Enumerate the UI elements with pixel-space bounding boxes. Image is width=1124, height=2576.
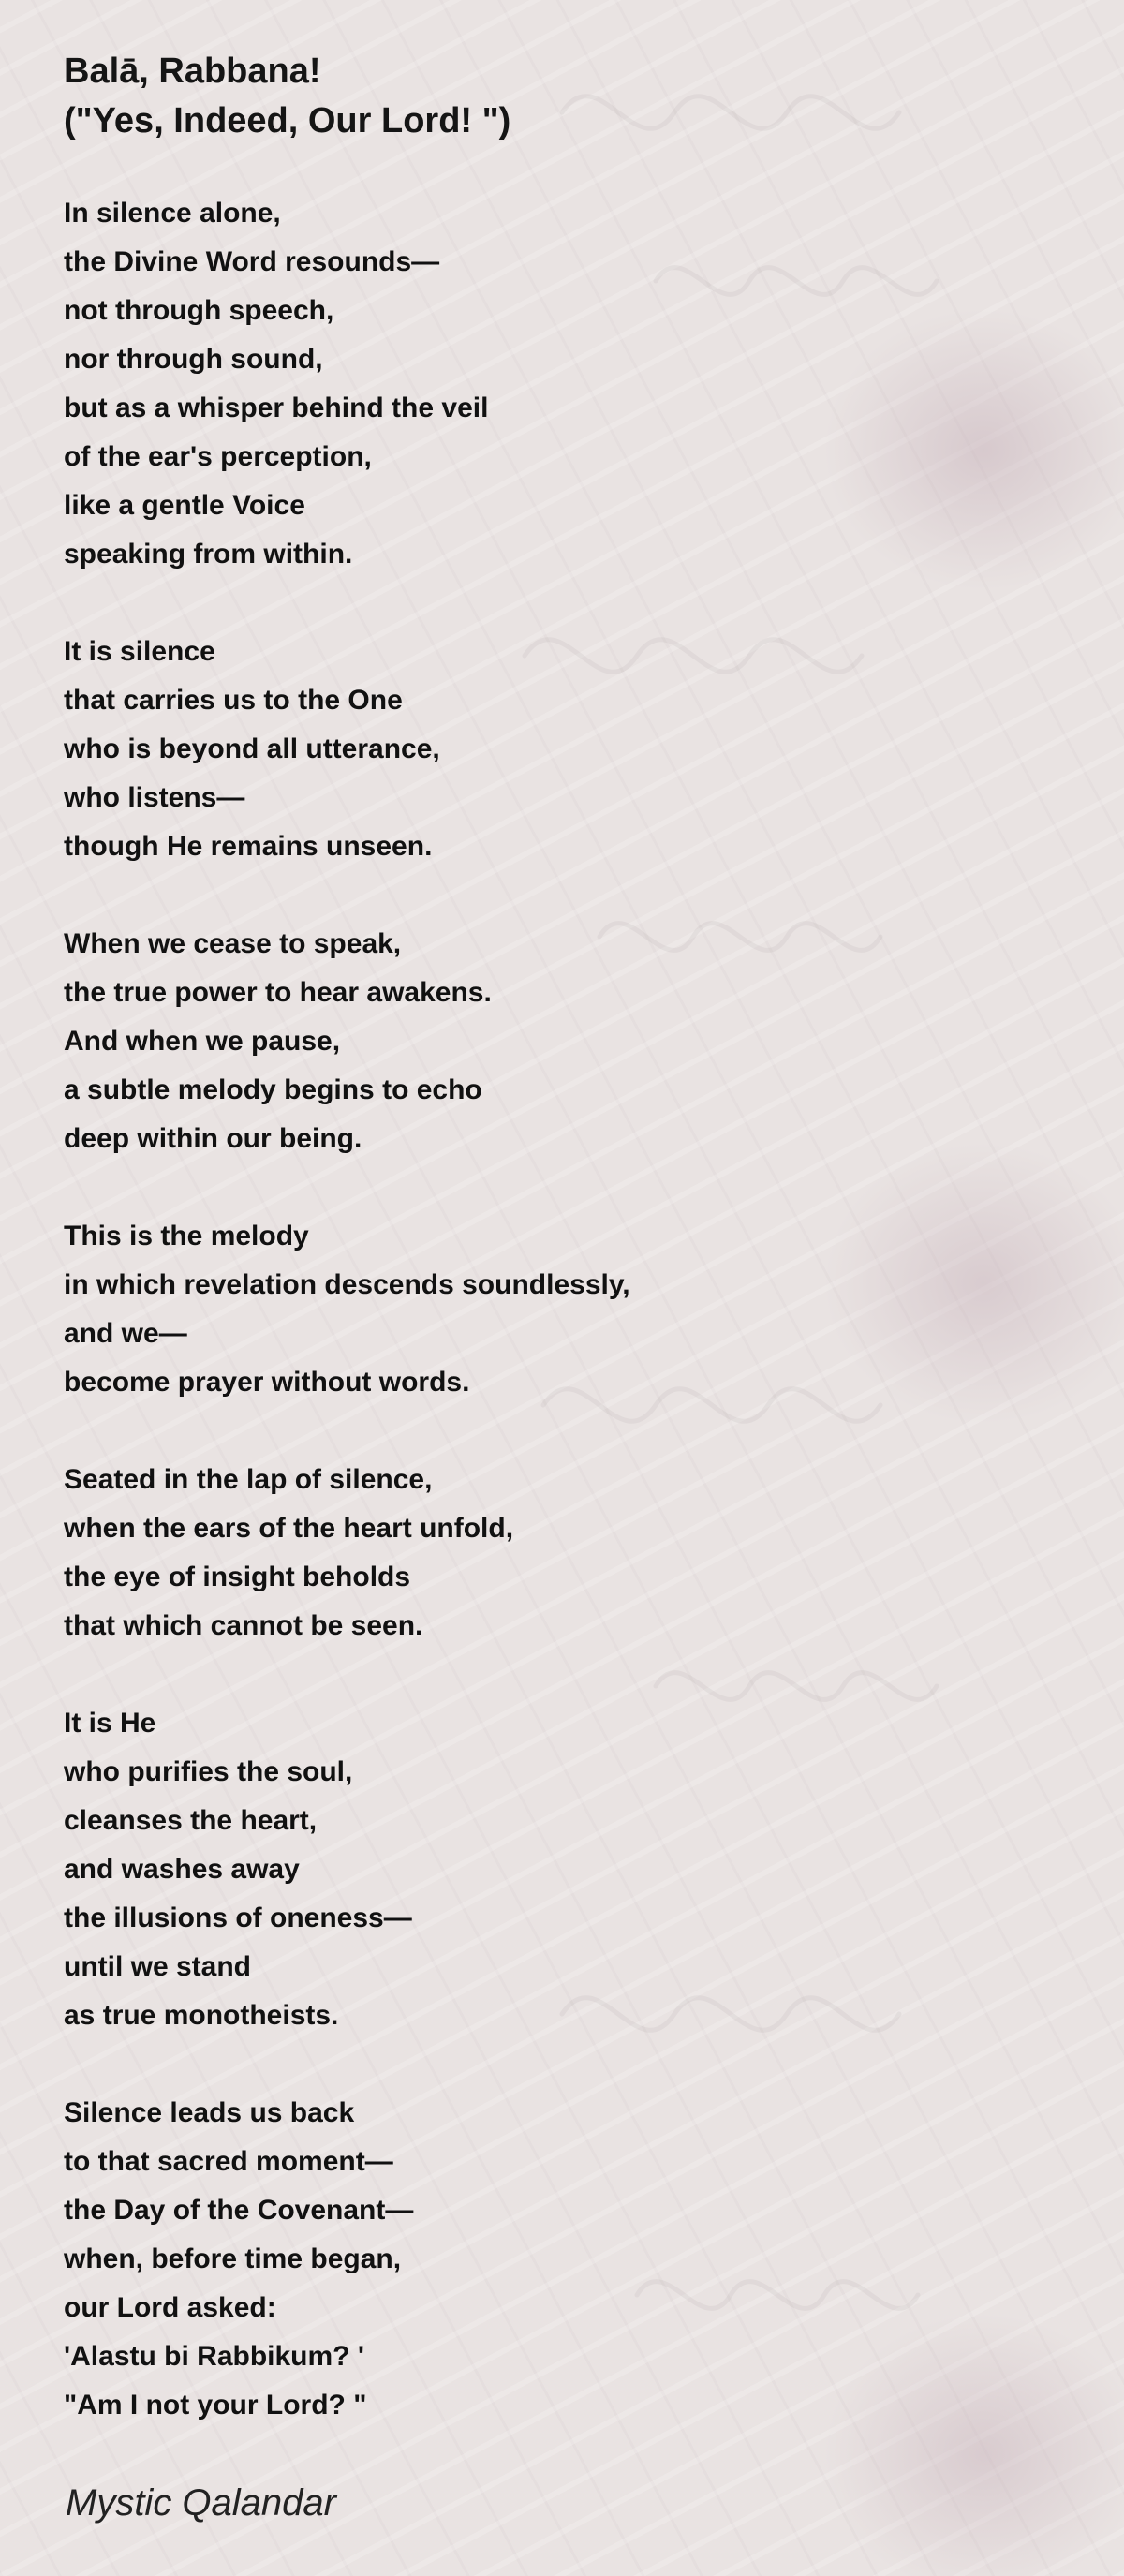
poem-line: 'Alastu bi Rabbikum? ' xyxy=(64,2341,364,2372)
stanza xyxy=(64,2089,1057,2430)
poem-line: become prayer without words. xyxy=(64,1367,470,1398)
poem-line: in which revelation descends soundlessly, xyxy=(64,1269,630,1300)
poem-line: the eye of insight beholds xyxy=(64,1562,411,1592)
poem-line: who purifies the soul, xyxy=(64,1756,353,1787)
poem-line: It is He xyxy=(64,1708,156,1739)
title-line: ("Yes, Indeed, Our Lord! ") xyxy=(64,101,511,141)
poem-line: It is silence xyxy=(64,636,215,667)
poem-line: our Lord asked: xyxy=(64,2292,276,2323)
poem-line: And when we pause, xyxy=(64,1026,341,1057)
poem-line: cleanses the heart, xyxy=(64,1805,318,1836)
poem-line: not through speech, xyxy=(64,295,334,326)
poem-line: In silence alone, xyxy=(64,198,281,229)
stanza xyxy=(64,1456,1057,1651)
poem-line: speaking from within. xyxy=(64,539,353,570)
poem-line: and we— xyxy=(64,1318,187,1349)
poem-line: "Am I not your Lord? " xyxy=(64,2390,367,2421)
poem-line: of the ear's perception, xyxy=(64,441,372,472)
poem-line: Silence leads us back xyxy=(64,2097,355,2128)
poem-line: until we stand xyxy=(64,1951,252,1982)
poem-container xyxy=(64,47,1057,2479)
title-line: Balā, Rabbana! xyxy=(64,52,321,91)
poem-line: when the ears of the heart unfold, xyxy=(64,1513,514,1544)
poem-line: who listens— xyxy=(64,782,245,813)
poem-line: the illusions of oneness— xyxy=(64,1902,412,1933)
poem-line: that which cannot be seen. xyxy=(64,1610,423,1641)
poem-title xyxy=(64,47,1057,146)
poem-line: Seated in the lap of silence, xyxy=(64,1464,433,1495)
poem-line: This is the melody xyxy=(64,1221,309,1251)
poem-line: and washes away xyxy=(64,1854,300,1885)
stanza xyxy=(64,189,1057,579)
poem-line: a subtle melody begins to echo xyxy=(64,1074,482,1105)
poem-line: like a gentle Voice xyxy=(64,490,305,521)
poem-line: nor through sound, xyxy=(64,344,323,375)
poem-line: when, before time began, xyxy=(64,2243,402,2274)
poem-line: deep within our being. xyxy=(64,1123,362,1154)
poem-line: to that sacred moment— xyxy=(64,2146,393,2177)
poem-line: though He remains unseen. xyxy=(64,831,433,862)
author-name: Mystic Qalandar xyxy=(66,2482,336,2524)
stanza xyxy=(64,1699,1057,2040)
poem-line: who is beyond all utterance, xyxy=(64,733,440,764)
poem-line: but as a whisper behind the veil xyxy=(64,392,489,423)
poem-line: as true monotheists. xyxy=(64,2000,339,2031)
poem-line: that carries us to the One xyxy=(64,685,403,716)
poem-line: When we cease to speak, xyxy=(64,928,402,959)
poem-line: the Divine Word resounds— xyxy=(64,246,440,277)
stanza xyxy=(64,1212,1057,1407)
stanza xyxy=(64,920,1057,1163)
stanza xyxy=(64,628,1057,871)
poem-line: the true power to hear awakens. xyxy=(64,977,492,1008)
poem-line: the Day of the Covenant— xyxy=(64,2195,414,2226)
poem-body xyxy=(64,189,1057,2430)
